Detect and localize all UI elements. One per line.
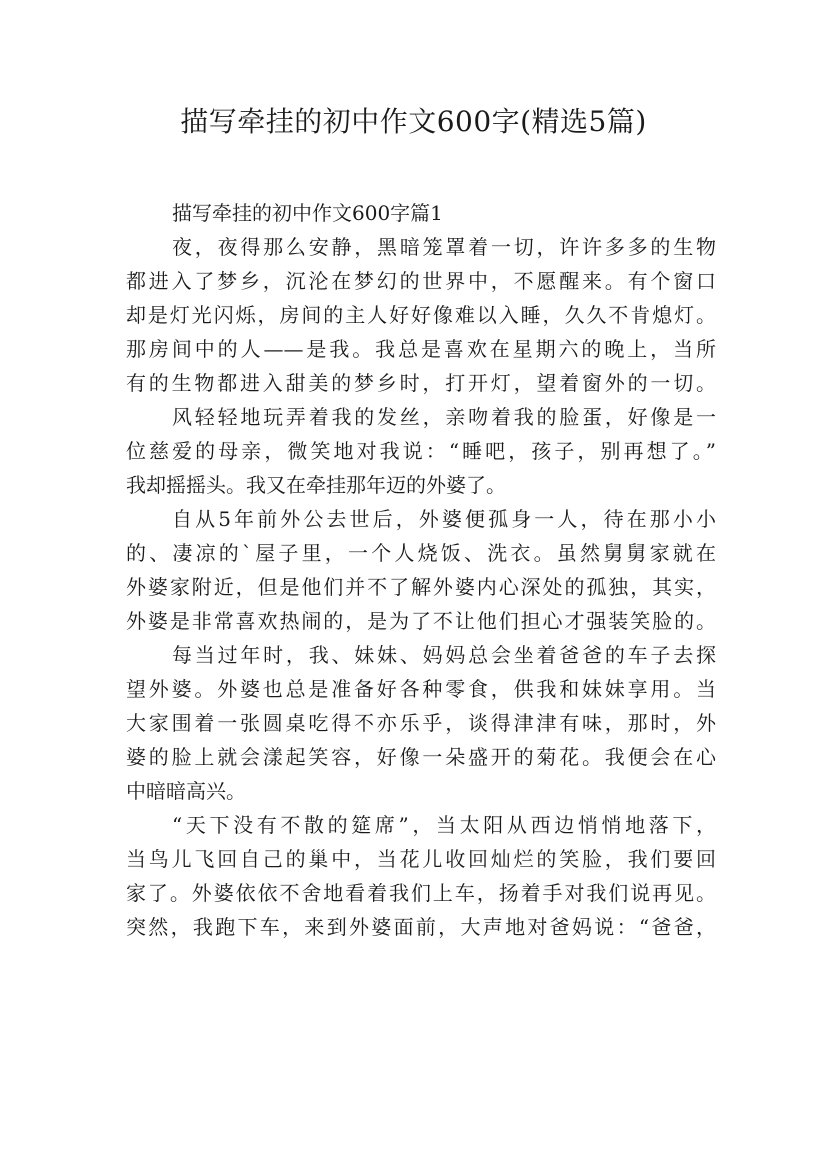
text-line: 夜，夜得那么安静，黑暗笼罩着一切，许许多多的生物 [172, 235, 716, 259]
text-line: 却是灯光闪烁，房间的主人好好像难以入睡，久久不肯熄灯。 [126, 303, 716, 327]
text-line: 我却摇摇头。我又在牵挂那年迈的外婆了。 [126, 473, 506, 497]
document-title: 描写牵挂的初中作文600字(精选5篇) [180, 105, 647, 138]
text-line: 外婆是非常喜欢热闹的，是为了不让他们担心才强装笑脸的。 [126, 609, 716, 633]
text-line: 位慈爱的母亲，微笑地对我说：“睡吧，孩子，别再想了。” [126, 439, 716, 463]
text-line: 婆的脸上就会漾起笑容，好像一朵盛开的菊花。我便会在心 [126, 745, 716, 769]
text-line: 那房间中的人——是我。我总是喜欢在星期六的晚上，当所 [126, 337, 716, 361]
text-line: 突然，我跑下车，来到外婆面前，大声地对爸妈说：“爸爸， [126, 915, 716, 939]
text-line: 都进入了梦乡，沉沦在梦幻的世界中，不愿醒来。有个窗口 [126, 269, 716, 293]
section-heading: 描写牵挂的初中作文600字篇1 [172, 201, 443, 225]
text-line: 自从5年前外公去世后，外婆便孤身一人，待在那小小 [172, 507, 716, 531]
text-line: 当鸟儿飞回自己的巢中，当花儿收回灿烂的笑脸，我们要回 [126, 847, 716, 871]
text-line: 外婆家附近，但是他们并不了解外婆内心深处的孤独，其实， [126, 575, 716, 599]
text-line: 中暗暗高兴。 [126, 779, 246, 803]
text-line: 风轻轻地玩弄着我的发丝，亲吻着我的脸蛋，好像是一 [172, 405, 716, 429]
document-body [126, 196, 716, 944]
text-line: 大家围着一张圆桌吃得不亦乐乎，谈得津津有味，那时，外 [126, 711, 716, 735]
text-line: “天下没有不散的筵席”，当太阳从西边悄悄地落下， [172, 813, 716, 837]
text-line: 的、凄凉的`屋子里，一个人烧饭、洗衣。虽然舅舅家就在 [126, 541, 716, 565]
text-line: 望外婆。外婆也总是准备好各种零食，供我和妹妹享用。当 [126, 677, 716, 701]
text-line: 每当过年时，我、妹妹、妈妈总会坐着爸爸的车子去探 [172, 643, 716, 667]
text-line: 家了。外婆依依不舍地看着我们上车，扬着手对我们说再见。 [126, 881, 716, 905]
text-line: 有的生物都进入甜美的梦乡时，打开灯，望着窗外的一切。 [126, 371, 716, 395]
